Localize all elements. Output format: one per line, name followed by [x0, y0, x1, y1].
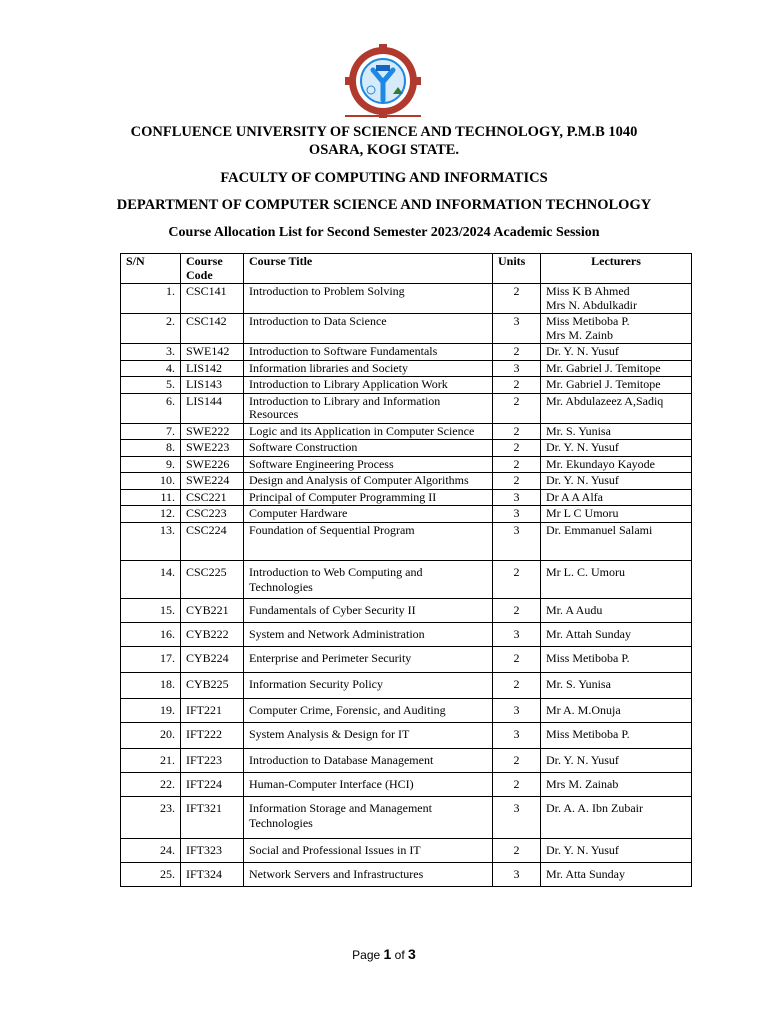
- row-lecturers: Mr L. C. Umoru: [541, 560, 692, 598]
- row-course-title: Fundamentals of Cyber Security II: [244, 598, 493, 622]
- row-course-code: SWE223: [181, 440, 244, 457]
- row-course-code: CSC225: [181, 560, 244, 598]
- row-units: 2: [493, 284, 541, 314]
- table-row: [121, 423, 692, 440]
- row-lecturers: Mr. Atta Sunday: [541, 862, 692, 886]
- row-course-title: Foundation of Sequential Program: [244, 522, 493, 560]
- row-units: 2: [493, 598, 541, 622]
- university-seal-logo: [329, 44, 437, 118]
- row-course-title: Introduction to Problem Solving: [244, 284, 493, 314]
- university-line-2: OSARA, KOGI STATE.: [308, 142, 460, 158]
- row-course-code: CYB222: [181, 622, 244, 646]
- row-lecturers: Dr. Y. N. Yusuf: [541, 473, 692, 490]
- table-row: [121, 344, 692, 361]
- row-units: 3: [493, 796, 541, 838]
- column-header-course-title: Course Title: [244, 254, 493, 284]
- row-sn: 17.: [121, 646, 181, 672]
- table-row: [121, 560, 692, 598]
- row-units: 3: [493, 722, 541, 748]
- row-sn: 23.: [121, 796, 181, 838]
- row-units: 2: [493, 377, 541, 394]
- row-units: 2: [493, 473, 541, 490]
- table-row: [121, 748, 692, 772]
- of-word: of: [394, 948, 405, 962]
- row-course-title: Introduction to Library and Information Resources: [244, 393, 493, 423]
- table-row: [121, 772, 692, 796]
- row-lecturers: Dr. A. A. Ibn Zubair: [541, 796, 692, 838]
- table-row: [121, 284, 692, 314]
- row-course-code: IFT221: [181, 698, 244, 722]
- page-word: Page: [352, 948, 381, 962]
- table-row: [121, 393, 692, 423]
- row-course-code: CYB221: [181, 598, 244, 622]
- row-sn: 21.: [121, 748, 181, 772]
- row-course-code: LIS144: [181, 393, 244, 423]
- row-sn: 24.: [121, 838, 181, 862]
- table-row: [121, 698, 692, 722]
- page-total: 3: [408, 946, 416, 962]
- row-course-code: SWE142: [181, 344, 244, 361]
- row-sn: 10.: [121, 473, 181, 490]
- row-sn: 22.: [121, 772, 181, 796]
- table-row: [121, 722, 692, 748]
- department-heading: DEPARTMENT OF COMPUTER SCIENCE AND INFORMATION TECHNOLOGY: [116, 197, 652, 213]
- row-course-title: Computer Crime, Forensic, and Auditing: [244, 698, 493, 722]
- row-course-title: Logic and its Application in Computer Science: [244, 423, 493, 440]
- row-lecturers: Miss Metiboba P.: [541, 722, 692, 748]
- row-course-title: Principal of Computer Programming II: [244, 489, 493, 506]
- university-line-1: CONFLUENCE UNIVERSITY OF SCIENCE AND TECHNOLOGY, P.M.B 1040: [130, 124, 638, 140]
- row-lecturers: Mr. S. Yunisa: [541, 672, 692, 698]
- row-course-code: IFT321: [181, 796, 244, 838]
- course-allocation-table: [120, 253, 692, 887]
- row-course-code: LIS142: [181, 360, 244, 377]
- row-course-title: Network Servers and Infrastructures: [244, 862, 493, 886]
- table-row: [121, 862, 692, 886]
- column-header-course-code: Course Code: [181, 254, 244, 284]
- row-sn: 1.: [121, 284, 181, 314]
- row-lecturers: Dr. Y. N. Yusuf: [541, 748, 692, 772]
- row-lecturers: Dr. Y. N. Yusuf: [541, 440, 692, 457]
- row-course-title: Enterprise and Perimeter Security: [244, 646, 493, 672]
- row-sn: 8.: [121, 440, 181, 457]
- row-lecturers: Mr. Ekundayo Kayode: [541, 456, 692, 473]
- row-sn: 13.: [121, 522, 181, 560]
- row-course-title: Information Security Policy: [244, 672, 493, 698]
- row-course-code: LIS143: [181, 377, 244, 394]
- table-row: [121, 838, 692, 862]
- row-course-code: SWE226: [181, 456, 244, 473]
- row-lecturers: Dr. Y. N. Yusuf: [541, 344, 692, 361]
- row-lecturers: Mr A. M.Onuja: [541, 698, 692, 722]
- row-lecturers: Mr L C Umoru: [541, 506, 692, 523]
- row-lecturers: Dr A A Alfa: [541, 489, 692, 506]
- row-sn: 7.: [121, 423, 181, 440]
- row-course-code: CSC141: [181, 284, 244, 314]
- list-title: Course Allocation List for Second Semester 2023/2024 Academic Session: [168, 225, 600, 240]
- faculty-heading: FACULTY OF COMPUTING AND INFORMATICS: [220, 170, 548, 186]
- row-course-title: Human-Computer Interface (HCI): [244, 772, 493, 796]
- row-sn: 15.: [121, 598, 181, 622]
- row-units: 3: [493, 622, 541, 646]
- row-units: 3: [493, 314, 541, 344]
- row-lecturers: Miss Metiboba P. Mrs M. Zainb: [541, 314, 692, 344]
- row-units: 2: [493, 393, 541, 423]
- table-row: [121, 598, 692, 622]
- row-lecturers: Mr. Gabriel J. Temitope: [541, 377, 692, 394]
- row-course-code: IFT323: [181, 838, 244, 862]
- row-course-title: Information libraries and Society: [244, 360, 493, 377]
- row-lecturers: Dr. Emmanuel Salami: [541, 522, 692, 560]
- table-header-row: [121, 254, 692, 284]
- row-units: 2: [493, 772, 541, 796]
- row-course-code: CSC221: [181, 489, 244, 506]
- table-row: [121, 506, 692, 523]
- row-course-code: CYB225: [181, 672, 244, 698]
- row-units: 2: [493, 672, 541, 698]
- table-row: [121, 522, 692, 560]
- row-units: 2: [493, 748, 541, 772]
- row-sn: 5.: [121, 377, 181, 394]
- row-course-code: CYB224: [181, 646, 244, 672]
- table-row: [121, 314, 692, 344]
- row-sn: 9.: [121, 456, 181, 473]
- row-lecturers: Mr. Gabriel J. Temitope: [541, 360, 692, 377]
- row-course-code: CSC223: [181, 506, 244, 523]
- row-course-code: SWE224: [181, 473, 244, 490]
- row-sn: 25.: [121, 862, 181, 886]
- row-course-title: Software Construction: [244, 440, 493, 457]
- column-header-sn: S/N: [121, 254, 181, 284]
- row-lecturers: Miss K B Ahmed Mrs N. Abdulkadir: [541, 284, 692, 314]
- row-sn: 12.: [121, 506, 181, 523]
- row-units: 3: [493, 360, 541, 377]
- row-course-title: Computer Hardware: [244, 506, 493, 523]
- row-lecturers: Mr. S. Yunisa: [541, 423, 692, 440]
- table-row: [121, 377, 692, 394]
- row-units: 2: [493, 560, 541, 598]
- row-units: 2: [493, 344, 541, 361]
- row-sn: 19.: [121, 698, 181, 722]
- row-sn: 14.: [121, 560, 181, 598]
- row-sn: 2.: [121, 314, 181, 344]
- row-course-title: Introduction to Software Fundamentals: [244, 344, 493, 361]
- row-units: 3: [493, 489, 541, 506]
- row-lecturers: Mr. Attah Sunday: [541, 622, 692, 646]
- row-course-title: Introduction to Database Management: [244, 748, 493, 772]
- row-course-code: CSC142: [181, 314, 244, 344]
- row-course-code: IFT224: [181, 772, 244, 796]
- row-lecturers: Dr. Y. N. Yusuf: [541, 838, 692, 862]
- page-number: 1: [383, 946, 392, 962]
- row-units: 2: [493, 838, 541, 862]
- row-lecturers: Mr. Abdulazeez A,Sadiq: [541, 393, 692, 423]
- row-sn: 4.: [121, 360, 181, 377]
- row-sn: 16.: [121, 622, 181, 646]
- row-course-title: Introduction to Web Computing and Technologies: [244, 560, 493, 598]
- row-units: 3: [493, 522, 541, 560]
- row-course-code: IFT324: [181, 862, 244, 886]
- row-units: 2: [493, 456, 541, 473]
- table-row: [121, 473, 692, 490]
- row-course-title: Introduction to Library Application Work: [244, 377, 493, 394]
- table-row: [121, 456, 692, 473]
- row-lecturers: Mrs M. Zainab: [541, 772, 692, 796]
- row-units: 3: [493, 862, 541, 886]
- row-course-code: IFT223: [181, 748, 244, 772]
- row-sn: 3.: [121, 344, 181, 361]
- column-header-lecturers: Lecturers: [541, 254, 692, 284]
- row-sn: 18.: [121, 672, 181, 698]
- row-course-title: Social and Professional Issues in IT: [244, 838, 493, 862]
- page-footer: [0, 946, 768, 962]
- row-units: 2: [493, 646, 541, 672]
- row-lecturers: Miss Metiboba P.: [541, 646, 692, 672]
- row-units: 2: [493, 423, 541, 440]
- row-units: 3: [493, 698, 541, 722]
- row-course-title: Software Engineering Process: [244, 456, 493, 473]
- row-sn: 11.: [121, 489, 181, 506]
- row-course-title: System Analysis & Design for IT: [244, 722, 493, 748]
- table-row: [121, 489, 692, 506]
- row-sn: 20.: [121, 722, 181, 748]
- table-row: [121, 672, 692, 698]
- row-course-code: SWE222: [181, 423, 244, 440]
- row-course-code: CSC224: [181, 522, 244, 560]
- column-header-units: Units: [493, 254, 541, 284]
- table-row: [121, 796, 692, 838]
- university-title: [0, 123, 768, 159]
- row-lecturers: Mr. A Audu: [541, 598, 692, 622]
- row-course-code: IFT222: [181, 722, 244, 748]
- table-row: [121, 646, 692, 672]
- row-course-title: Design and Analysis of Computer Algorithms: [244, 473, 493, 490]
- table-row: [121, 360, 692, 377]
- row-course-title: System and Network Administration: [244, 622, 493, 646]
- row-course-title: Information Storage and Management Technologies: [244, 796, 493, 838]
- row-units: 3: [493, 506, 541, 523]
- table-row: [121, 440, 692, 457]
- row-sn: 6.: [121, 393, 181, 423]
- row-units: 2: [493, 440, 541, 457]
- row-course-title: Introduction to Data Science: [244, 314, 493, 344]
- table-row: [121, 622, 692, 646]
